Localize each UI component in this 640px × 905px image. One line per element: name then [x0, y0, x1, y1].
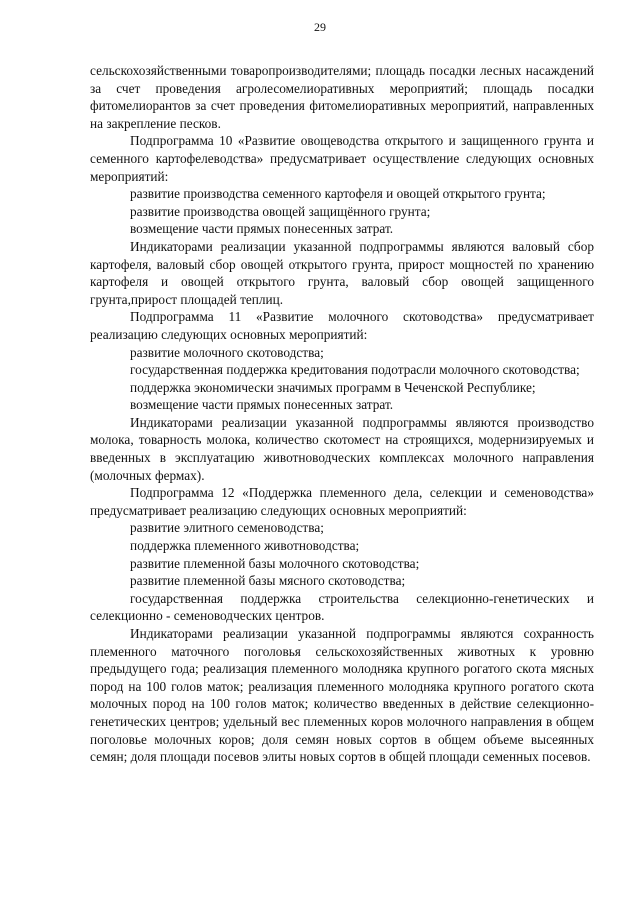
list-item: развитие производства семенного картофеля и овощей открытого грунта; — [130, 186, 546, 202]
list-item: поддержка племенного животноводства; — [130, 538, 360, 554]
list-item: возмещение части прямых понесенных затрат. — [130, 397, 394, 413]
paragraph-indicators-12: Индикаторами реализации указанной подпрограммы являются сохранность племенного маточного поголовья сельскохозяйственных животных к уровню предыдущего года; реализация племенного молодняка крупного рогатого скота мясных пород на 100 голов маток; реализация племенного молодняка крупного рогатого скота молочных пород на 100 голов маток; количество введенных в действие селекционно- генетических центров; удельный вес племенных коров молочного направления в общем поголовье молочных коров; доля семян новых сортов в общем объеме высеянных семян; доля площади посевов элиты новых сортов в общей площади семенных посевов. — [90, 626, 594, 765]
list-item: развитие производства овощей защищённого грунта; — [130, 203, 431, 219]
list-item: развитие племенной базы молочного скотоводства; — [130, 555, 420, 571]
paragraph-continuation: сельскохозяйственными товаропроизводителями; площадь посадки лесных насаждений за счет проведения агролесомелиоративных мероприятий; площадь посадки фитомелиорантов за счет проведения фитомелиоративных мероприятий, направленных на закрепление песков. — [90, 63, 594, 131]
list-item: развитие молочного скотоводства; — [130, 344, 324, 360]
paragraph-subprogram-12: Подпрограмма 12 «Поддержка племенного дела, селекции и семеноводства» предусматривает реализацию следующих основных мероприятий: — [90, 485, 594, 518]
document-body — [90, 62, 594, 766]
paragraph-indicators-11: Индикаторами реализации указанной подпрограммы являются производство молока, товарность молока, количество скотомест на строящихся, модернизируемых и введенных в эксплуатацию животноводческих комплексах молочного направления (молочных фермах). — [90, 414, 594, 483]
page-number: 29 — [314, 20, 326, 34]
list-item: государственная поддержка строительства селекционно-генетических и селекционно - семеноводческих центров. — [90, 590, 594, 624]
list-item: государственная поддержка кредитования подотрасли молочного скотоводства; — [130, 362, 580, 378]
list-item: возмещение части прямых понесенных затрат. — [130, 221, 394, 237]
paragraph-subprogram-10: Подпрограмма 10 «Развитие овощеводства открытого и защищенного грунта и семенного картофелеводства» предусматривает осуществление следующих основных мероприятий: — [90, 133, 594, 184]
list-item: развитие элитного семеноводства; — [130, 520, 324, 536]
list-item: развитие племенной базы мясного скотоводства; — [130, 573, 406, 589]
paragraph-subprogram-11: Подпрограмма 11 «Развитие молочного скотоводства» предусматривает реализацию следующих основных мероприятий: — [90, 309, 594, 342]
paragraph-indicators-10: Индикаторами реализации указанной подпрограммы являются валовый сбор картофеля, валовый сбор овощей открытого грунта, прирост мощностей по хранению картофеля и овощей открытого грунта, валовый сбор овощей защищенного грунта,прирост площадей теплиц. — [90, 238, 594, 307]
list-item: поддержка экономически значимых программ в Чеченской Республике; — [130, 379, 536, 395]
